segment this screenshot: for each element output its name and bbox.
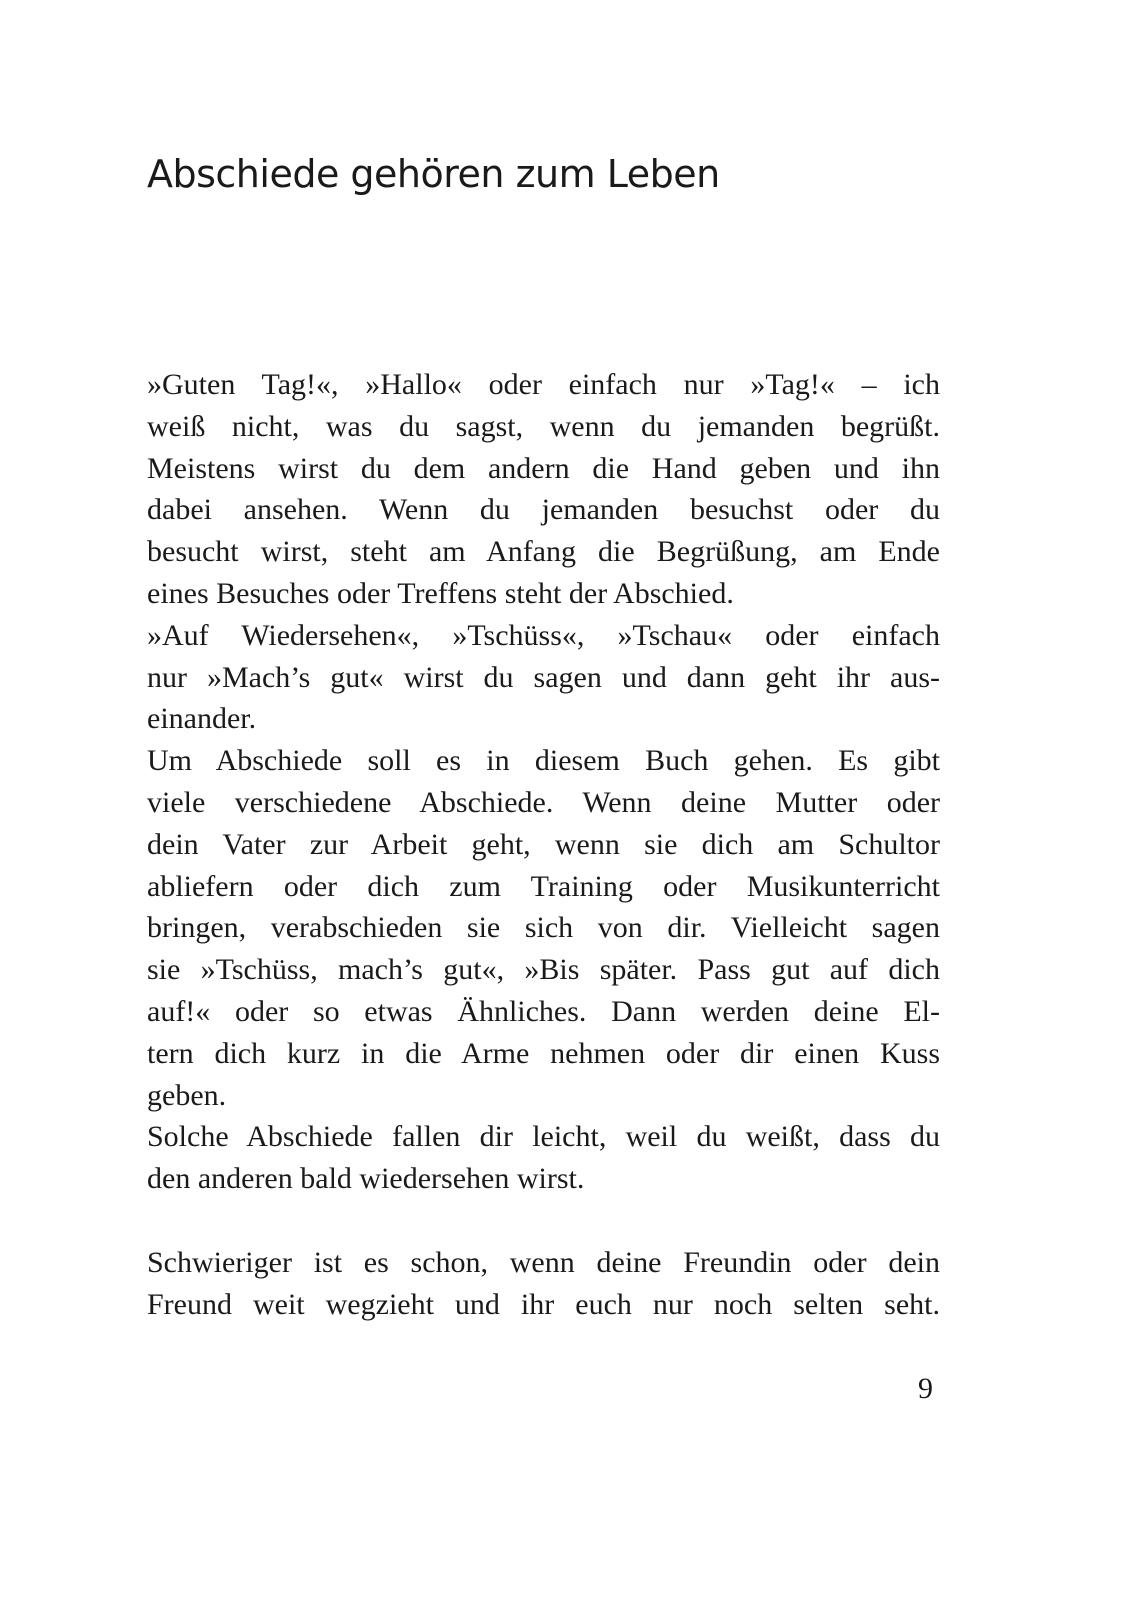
text-line: tern dich kurz in die Arme nehmen oder dir einen Kuss	[147, 1036, 940, 1070]
text-line: eines Besuches oder Treffens steht der Abschied.	[147, 576, 734, 610]
text-line: abliefern oder dich zum Training oder Musikunterricht	[147, 869, 940, 903]
page-number: 9	[918, 1372, 933, 1405]
text-line: Schwieriger ist es schon, wenn deine Freundin oder dein	[147, 1245, 940, 1279]
chapter-title: Abschiede gehören zum Leben	[147, 152, 720, 196]
text-line: »Auf Wiedersehen«, »Tschüss«, »Tschau« oder einfach	[147, 618, 940, 652]
text-line: viele verschiedene Abschiede. Wenn deine Mutter oder	[147, 785, 940, 819]
paragraph-gap	[147, 1200, 940, 1242]
text-line: dein Vater zur Arbeit geht, wenn sie dich am Schultor	[147, 827, 940, 861]
text-line: besucht wirst, steht am Anfang die Begrüßung, am Ende	[147, 535, 940, 569]
body-text	[147, 364, 940, 1325]
text-line: geben.	[147, 1078, 227, 1112]
text-line: nur »Mach’s gut« wirst du sagen und dann geht ihr aus-	[147, 660, 940, 694]
text-line: den anderen bald wiedersehen wirst.	[147, 1162, 585, 1196]
text-line: auf!« oder so etwas Ähnliches. Dann werden deine El-	[147, 994, 940, 1028]
text-line: sie »Tschüss, mach’s gut«, »Bis später. Pass gut auf dich	[147, 953, 940, 987]
text-line: Meistens wirst du dem andern die Hand geben und ihn	[147, 451, 940, 485]
text-line: Um Abschiede soll es in diesem Buch gehen. Es gibt	[147, 744, 940, 778]
text-line: Solche Abschiede fallen dir leicht, weil du weißt, dass du	[147, 1120, 940, 1154]
text-line: »Guten Tag!«, »Hallo« oder einfach nur »Tag!« – ich	[147, 368, 940, 401]
text-line: Freund weit wegzieht und ihr euch nur noch selten seht.	[147, 1287, 940, 1321]
text-line: weiß nicht, was du sagst, wenn du jemanden begrüßt.	[147, 409, 940, 443]
text-line: dabei ansehen. Wenn du jemanden besuchst oder du	[147, 493, 940, 527]
text-line: einander.	[147, 702, 257, 736]
text-line: bringen, verabschieden sie sich von dir. Vielleicht sagen	[147, 911, 940, 945]
